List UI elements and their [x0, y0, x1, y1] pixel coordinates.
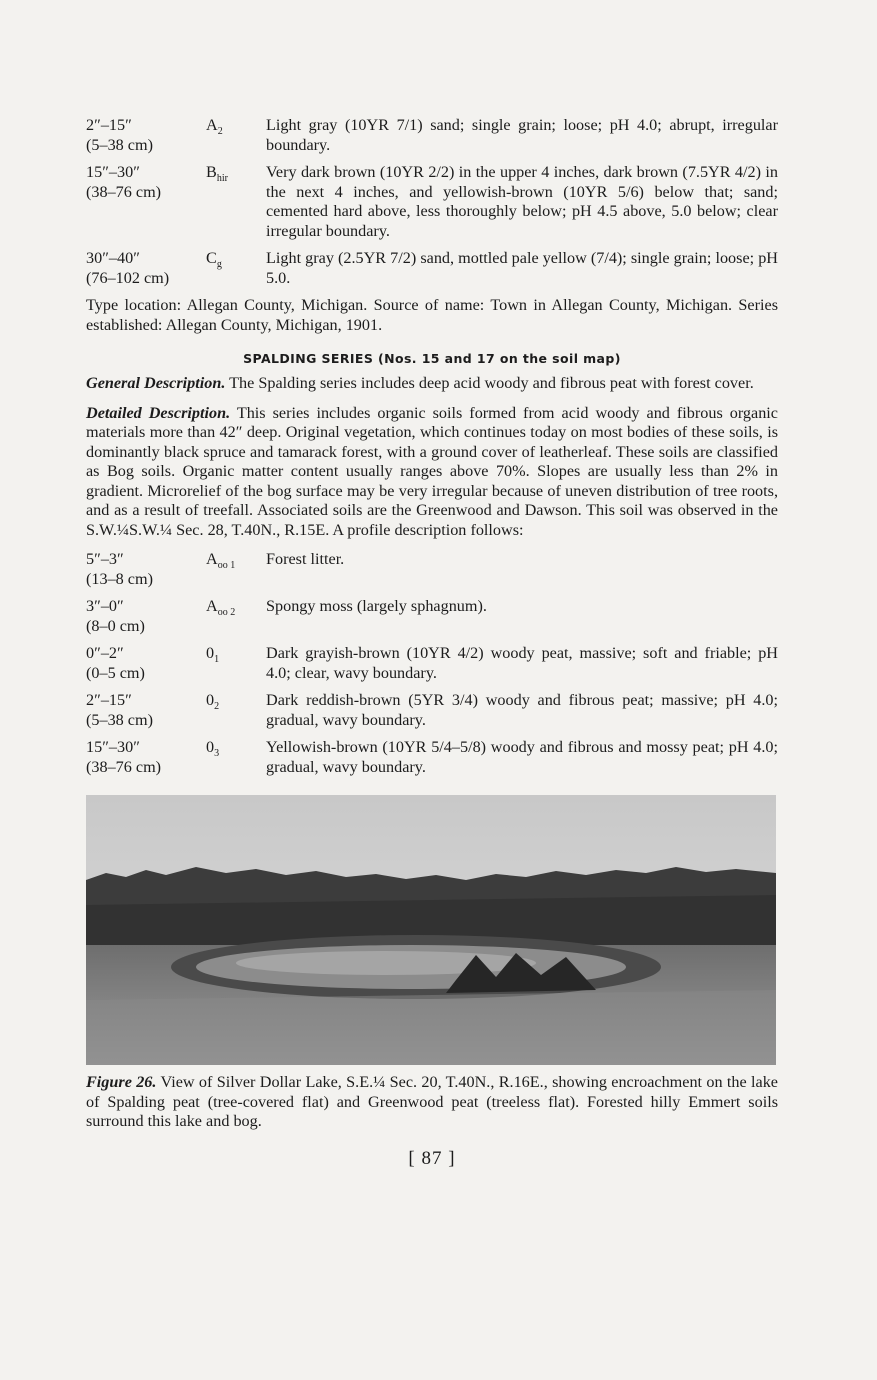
figure-caption-text: View of Silver Dollar Lake, S.E.¼ Sec. 20, T.40N., R.16E., showing encroachment on the lake of Spalding peat (tree-covered flat) and Greenwood peat (treeless flat). Forested hilly Emmert soils surround this lake and bog. — [86, 1073, 778, 1130]
horizon-depth — [86, 738, 204, 777]
horizon-symbol: B — [206, 163, 217, 181]
depth-inches: 2″–15″ — [86, 691, 132, 709]
horizon-subscript: 2 — [214, 701, 220, 713]
figure-label: Figure 26. — [86, 1073, 157, 1091]
depth-centimeters: (38–76 cm) — [86, 182, 162, 201]
horizon-description: Very dark brown (10YR 2/2) in the upper 4 inches, dark brown (7.5YR 4/2) in the next 4 inches, and yellowish-brown (10YR 5/6) below that; sand; cemented hard above, less thoroughly below; pH 4.5 above, 5.0 below; clear irregular boundary. — [266, 163, 778, 240]
horizon-description: Light gray (10YR 7/1) sand; single grain; loose; pH 4.0; abrupt, irregular boundary. — [266, 116, 778, 154]
document-page — [86, 116, 778, 1170]
horizon-symbol: A — [206, 550, 218, 568]
detailed-description-text: This series includes organic soils formed from acid woody and fibrous organic materials more than 42″ deep. Original vegetation, which continues today on most bodies of these soils, is dominantly black spruce and tamarack forest, with a ground cover of leatherleaf. These soils are classified as Bog soils. Organic matter content usually ranges above 70%. Slopes are usually less than 2% in gradient. Microrelief of the bog surface may be very irregular because of uneven distribution of tree roots, and as a result of treefall. Associated soils are the Greenwood and Dawson. This soil was observed in the S.W.¼S.W.¼ Sec. 28, T.40N., R.15E. A profile description follows: — [86, 403, 778, 539]
horizon-symbol: 0 — [206, 644, 215, 662]
horizon-depth — [86, 597, 204, 636]
horizon-code — [204, 738, 266, 777]
general-description-text: The Spalding series includes deep acid woody and fibrous peat with forest cover. — [225, 374, 754, 392]
horizon-symbol: C — [206, 249, 217, 267]
horizon-description: Forest litter. — [266, 550, 345, 568]
depth-centimeters: (5–38 cm) — [86, 135, 153, 154]
horizon-description: Light gray (2.5YR 7/2) sand, mottled pale yellow (7/4); single grain; loose; pH 5.0. — [266, 249, 778, 287]
horizon-subscript: 3 — [214, 748, 220, 760]
horizon-row — [86, 691, 778, 730]
horizon-symbol: 0 — [206, 691, 215, 709]
detailed-description-label: Detailed Description. — [86, 403, 231, 422]
horizon-table-spalding — [86, 550, 778, 777]
horizon-code — [204, 644, 266, 683]
horizon-description: Yellowish-brown (10YR 5/4–5/8) woody and fibrous and mossy peat; pH 4.0; gradual, wavy boundary. — [266, 738, 778, 776]
horizon-description: Spongy moss (largely sphagnum). — [266, 597, 487, 615]
horizon-depth — [86, 550, 204, 589]
horizon-symbol: A — [206, 597, 218, 615]
horizon-symbol: 0 — [206, 738, 215, 756]
depth-centimeters: (0–5 cm) — [86, 663, 145, 682]
horizon-subscript: oo 2 — [217, 607, 236, 619]
depth-centimeters: (38–76 cm) — [86, 757, 162, 776]
horizon-subscript: hir — [216, 173, 228, 185]
page-number: [ 87 ] — [408, 1147, 456, 1169]
horizon-description: Dark grayish-brown (10YR 4/2) woody peat, massive; soft and friable; pH 4.0; clear, wavy boundary. — [266, 644, 778, 682]
type-location: Type location: Allegan County, Michigan. Source of name: Town in Allegan County, Michigan. Series established: Allegan County, Michigan, 1901. — [86, 296, 778, 334]
horizon-row — [86, 249, 778, 288]
horizon-subscript: g — [216, 259, 222, 271]
horizon-code — [204, 550, 266, 589]
depth-inches: 5″–3″ — [86, 550, 124, 568]
general-description-label: General Description. — [86, 374, 226, 392]
horizon-code — [204, 163, 266, 241]
depth-inches: 2″–15″ — [86, 116, 132, 134]
depth-centimeters: (5–38 cm) — [86, 710, 153, 729]
horizon-depth — [86, 691, 204, 730]
horizon-symbol: A — [206, 116, 218, 134]
depth-inches: 0″–2″ — [86, 644, 124, 662]
depth-centimeters: (13–8 cm) — [86, 569, 153, 588]
horizon-code — [204, 597, 266, 636]
horizon-subscript: 2 — [217, 126, 223, 138]
horizon-table-top — [86, 116, 778, 288]
horizon-code — [204, 691, 266, 730]
horizon-code — [204, 249, 266, 288]
depth-inches: 15″–30″ — [86, 738, 140, 756]
horizon-subscript: oo 1 — [217, 560, 236, 572]
lake-photograph — [86, 795, 776, 1065]
depth-centimeters: (76–102 cm) — [86, 268, 170, 287]
horizon-row — [86, 116, 778, 155]
horizon-depth — [86, 249, 204, 288]
figure-caption — [86, 1073, 778, 1132]
depth-inches: 30″–40″ — [86, 249, 140, 267]
horizon-depth — [86, 163, 204, 241]
general-description — [86, 374, 778, 394]
horizon-row — [86, 163, 778, 241]
horizon-row — [86, 738, 778, 777]
depth-inches: 15″–30″ — [86, 163, 140, 181]
horizon-row — [86, 597, 778, 636]
horizon-description: Dark reddish-brown (5YR 3/4) woody and fibrous peat; massive; pH 4.0; gradual, wavy boundary. — [266, 691, 778, 729]
section-heading: SPALDING SERIES (Nos. 15 and 17 on the soil map) — [243, 351, 621, 366]
horizon-depth — [86, 116, 204, 155]
depth-centimeters: (8–0 cm) — [86, 616, 145, 635]
horizon-row — [86, 550, 778, 589]
horizon-depth — [86, 644, 204, 683]
horizon-row — [86, 644, 778, 683]
depth-inches: 3″–0″ — [86, 597, 124, 615]
horizon-code — [204, 116, 266, 155]
horizon-subscript: 1 — [214, 654, 220, 666]
detailed-description — [86, 404, 778, 541]
